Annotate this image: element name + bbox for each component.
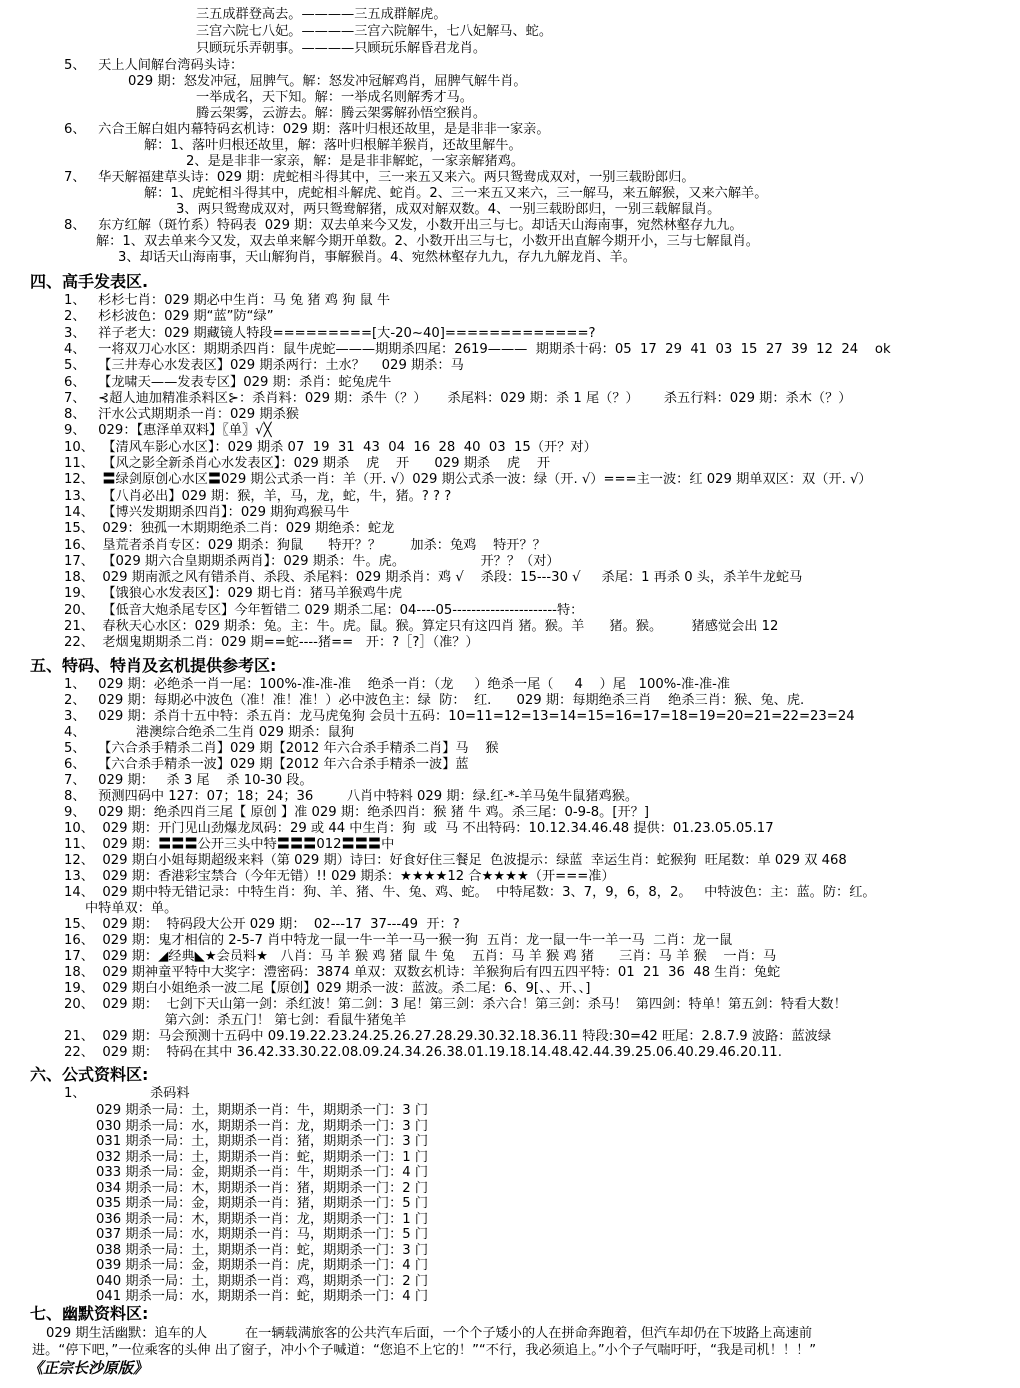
content-line: 6、 【六合杀手精杀一波】029 期【2012 年六合杀手精杀一波】蓝 [64, 757, 469, 772]
content-line: 22、 老烟鬼期期杀二肖：029 期==蛇----猪== 开：?［?］（准？） [64, 635, 479, 651]
content-line: 1、 杉杉七肖：029 期必中生肖：马 兔 猪 鸡 狗 鼠 牛 [64, 293, 391, 308]
content-line: 18、 029 期神童平特中大奖字：澧密码：3874 单双：双数玄机诗：羊猴狗后有四五四平特：01 21 36 48 生肖：兔蛇 [64, 965, 781, 980]
content-line: 中特单双：单。 [64, 901, 178, 916]
content-line: 039 期杀一局：金，期期杀一肖：虎，期期杀一门：4 门 [96, 1258, 429, 1273]
content-line: 21、 029 期：马会预测十五码中 09.19.22.23.24.25.26.27.28.29.30.32.18.36.11 特段:30=42 旺尾：2.8.7.9 波路：蓝波绿 [64, 1029, 832, 1044]
section-heading: 五、特码、特肖及玄机提供参考区: [30, 656, 277, 675]
content-line: 17、 029 期：◢经典◣★会员料★ 八肖：马 羊 猴 鸡 猪 鼠 牛 兔 五肖：马 羊 猴 鸡 猪 三肖：马 羊 猴 一肖：马 [64, 949, 777, 964]
section-heading: 六、公式资料区: [30, 1065, 149, 1084]
content-line: 037 期杀一局：水，期期杀一肖：马，期期杀一门：5 门 [96, 1227, 429, 1242]
content-line: 3、 祥子老大：029 期藏镜人特段=========[大-20~40]=============? [64, 325, 596, 341]
intro-line: 一举成名，天下知。解：一举成名则解秀才马。 [196, 90, 473, 105]
content-line: 10、 029 期：开门见山劲爆龙凤码：29 或 44 中生肖：狗 或 马 不出特码：10.12.34.46.48 提供：01.23.05.05.17 [64, 821, 774, 836]
content-line: 11、 029 期：〓〓〓公开三头中特〓〓〓012〓〓〓中 [64, 837, 395, 852]
content-line: 032 期杀一局：土，期期杀一肖：蛇，期期杀一门：1 门 [96, 1149, 429, 1165]
content-line: 1、 029 期：必绝杀一肖一尾：100%-准-准-准 绝杀一肖：（龙 ）绝杀一尾（ 4 ）尾 100%-准-准-准 [64, 677, 731, 692]
intro-line: 三五成群登高去。————三五成群解虎。 [196, 7, 447, 22]
content-line: 4、 港澳综合绝杀二生肖 029 期杀：鼠狗 [64, 725, 355, 740]
content-line: 5、 【三井寿心水发表区】029 期杀两行：土水？ 029 期杀：马 [64, 358, 464, 374]
content-line: 15、 029：独孤一木期期绝杀二肖：029 期绝杀：蛇龙 [64, 521, 395, 537]
intro-line: 6、 六合王解白姐内幕特码玄机诗：029 期：落叶归根还故里，是是非非一家亲。 [64, 122, 550, 137]
content-line: 030 期杀一局：水，期期杀一肖：龙，期期杀一门：3 门 [96, 1118, 429, 1134]
intro-line: 2、是是非非一家亲，解：是是非非解蛇，一家亲解猪鸡。 [186, 154, 525, 169]
content-line: 2、 杉杉波色：029 期“蓝”防“绿” [64, 309, 274, 325]
content-line: 9、 029 期：绝杀四肖三尾【 原创 】准 029 期：绝杀四肖：猴 猪 牛 鸡。杀三尾：0-9-8。[开？] [64, 805, 650, 820]
content-line: 19、 029 期白小姐绝杀一波二尾【原创】029 期杀一波：蓝波。杀二尾：6、9[、、开、、] [64, 981, 591, 996]
content-line: 16、 垦荒者杀肖专区：029 期杀：狗鼠 特开？？ 加杀：兔鸡 特开？？ [64, 537, 546, 553]
content-line: 5、 【六合杀手精杀二肖】029 期【2012 年六合杀手精杀二肖】马 猴 [64, 741, 499, 756]
content-line: 4、 一将双刀心水区：期期杀四肖：鼠牛虎蛇———期期杀四尾：2619——— 期期杀十码：05 17 29 41 03 15 27 39 12 24 ok [64, 341, 891, 357]
content-line: 16、 029 期：鬼才相信的 2-5-7 肖中特龙一鼠一牛一羊一马一猴一狗 五肖：龙一鼠一牛一羊一马 二肖：龙一鼠 [64, 933, 733, 948]
content-line: 13、 029 期：香港彩宝禁合（今年无错）!! 029 期杀：★★★★12 合★★★★（开===准） [64, 869, 615, 884]
content-line: 2、 029 期：每期必中波色（准！准！准！）必中波色主：绿 防： 红. 029 期：每期绝杀三肖 绝杀三肖：猴、兔、虎. [64, 693, 805, 708]
intro-line: 解：1、双去单来今又发，双去单来解今期开单数。2、小数开出三与七，小数开出直解今期开小，三与七解鼠肖。 [96, 234, 759, 249]
humor-line: 029 期生活幽默：追车的人 在一辆载满旅客的公共汽车后面，一个个子矮小的人在拼命奔跑着，但汽车却仍在下坡路上高速前 [46, 1326, 813, 1341]
content-line: 13、 【八肖必出】029 期：猴，羊，马，龙，蛇，牛，猪。? ? ? [64, 488, 452, 504]
content-line: 8、 预测四码中 127：07；18；24；36 八肖中特料 029 期：绿.红-*-羊马兔牛鼠猪鸡猴。 [64, 789, 639, 804]
content-line: 033 期杀一局：金，期期杀一肖：牛，期期杀一门：4 门 [96, 1165, 429, 1180]
content-line: 038 期杀一局：土，期期杀一肖：蛇，期期杀一门：3 门 [96, 1242, 429, 1258]
content-line: 7、 029 期： 杀 3 尾 杀 10-30 段。 [64, 773, 313, 788]
content-line: 10、 【清风车影心水区】：029 期杀 07 19 31 43 04 16 28 40 03 15（开？对） [64, 439, 597, 455]
content-line: 036 期杀一局：木，期期杀一肖：龙，期期杀一门：1 门 [96, 1211, 429, 1227]
content-line: 031 期杀一局：土，期期杀一肖：猪，期期杀一门：3 门 [96, 1134, 429, 1149]
content-line: 029 期杀一局：土，期期杀一肖：牛，期期杀一门：3 门 [96, 1103, 429, 1118]
section-heading: 七、幽默资料区: [30, 1304, 149, 1323]
sub-number: 1、 [64, 1086, 86, 1101]
content-line: 12、 〓绿剑原创心水区〓029 期公式杀一肖：羊（开. √）029 期公式杀一波：绿（开. √）===主一波：红 029 期单双区：双（开. √） [64, 472, 872, 488]
intro-line: 腾云架雾，云游去。解：腾云架雾解孙悟空猴肖。 [196, 106, 487, 121]
intro-line: 只顾玩乐弄朝事。————只顾玩乐解昏君龙肖。 [196, 41, 487, 56]
content-line: 20、 【低音大炮杀尾专区】今年暂错二 029 期杀二尾：04----05----------------------特： [64, 602, 584, 618]
intro-line: 5、 天上人间解台湾码头诗： [64, 58, 244, 73]
sub-title: 杀码料 [150, 1086, 190, 1101]
section-heading: 四、高手发表区. [30, 272, 149, 291]
intro-line: 3、两只鸳鸯成双对，两只鸳鸯解猪，成双对解双数。4、一别三载盼郎归，一别三载解鼠肖。 [176, 202, 721, 217]
content-line: 第六剑：杀五门！ 第七剑：看鼠牛猪兔羊 [64, 1013, 407, 1028]
content-line: 041 期杀一局：水，期期杀一肖：蛇，期期杀一门：4 门 [96, 1289, 429, 1304]
intro-line: 解：1、落叶归根还故里，解：落叶归根解羊猴肖，还故里解牛。 [144, 138, 522, 153]
intro-line: 8、 东方红解（斑竹系）特码表 029 期：双去单来今又发，小数开出三与七。却话天山海南事，宛然林壑存九九。 [64, 218, 743, 233]
content-line: 14、 029 期中特无错记录：中特生肖：狗、羊、猪、牛、兔、鸡、蛇。 中特尾数：3、7，9，6，8，2。 中特波色：主：蓝。防：红。 [64, 885, 876, 900]
content-line: 3、 029 期：杀肖十五中特：杀五肖：龙马虎兔狗 会员十五码：10=11=12=13=14=15=16=17=18=19=20=21=22=23=24 [64, 709, 855, 724]
content-line: 20、 029 期： 七剑下天山第一剑：杀红波！第二剑：3 尾！第三剑：杀六合！第三剑：杀马！ 第四剑：特单！第五剑：特看大数！ [64, 997, 847, 1012]
content-line: 9、 029：【惠泽单双料】〖单〗√╳ [64, 423, 272, 439]
content-line: 035 期杀一局：金，期期杀一肖：猪，期期杀一门：5 门 [96, 1196, 429, 1211]
content-line: 22、 029 期： 特码在其中 36.42.33.30.22.08.09.24.34.26.38.01.19.18.14.48.42.44.39.25.06.40.29.46.20.11. [64, 1045, 782, 1060]
content-line: 14、 【博兴发期期杀四肖】：029 期狗鸡猴马牛 [64, 504, 350, 520]
intro-line: 7、 华天解福建草头诗：029 期：虎蛇相斗得其中，三一来五又来六。两只鸳鸯成双对，一别三载盼郎归。 [64, 170, 695, 185]
content-line: 15、 029 期： 特码段大公开 029 期： 02---17 37---49 开：? [64, 917, 460, 932]
content-line: 034 期杀一局：木，期期杀一肖：猪，期期杀一门：2 门 [96, 1180, 429, 1196]
intro-line: 029 期：怒发冲冠，屈脾气。解：怒发冲冠解鸡肖，屈脾气解牛肖。 [128, 74, 527, 89]
content-line: 6、 【龙啸天——发表专区】029 期：杀肖：蛇兔虎牛 [64, 374, 392, 390]
content-line: 7、 ⊰超人迪加精准杀料区⊱：杀肖料：029 期：杀牛（？） 杀尾料：029 期：杀 1 尾（？） 杀五行料：029 期：杀木（？） [64, 390, 852, 406]
intro-line: 三宫六院七八妃。————三宫六院解牛，七八妃解马、蛇。 [196, 24, 553, 39]
humor-line: 进。“停下吧，”一位乘客的头伸 出了窗子，冲小个子喊道：“您追不上它的！”“不行，我必须追上。”小个子气喘吁吁，“我是司机！！！” [32, 1343, 817, 1358]
content-line: 21、 春秋天心水区：029 期杀：兔。主：牛。虎。鼠。猴。算定只有这四肖 猪。猴。羊 猪。猴。 猪感觉会出 12 [64, 619, 779, 634]
content-line: 040 期杀一局：土，期期杀一肖：鸡，期期杀一门：2 门 [96, 1273, 429, 1289]
content-line: 18、 029 期南派之风有错杀肖、杀段、杀尾料：029 期杀肖：鸡 √ 杀段：15---30 √ 杀尾：1 再杀 0 头，杀羊牛龙蛇马 [64, 570, 803, 586]
content-line: 11、 【风之影全新杀肖心水发表区】：029 期杀 虎 开 029 期杀 虎 开 [64, 456, 551, 471]
content-line: 12、 029 期白小姐每期超级来料（第 029 期）诗曰：好食好住三餐足 色波提示：绿蓝 幸运生肖：蛇猴狗 旺尾数：单 029 双 468 [64, 853, 847, 868]
content-line: 19、 【饿狼心水发表区】：029 期七肖：猪马羊猴鸡牛虎 [64, 586, 403, 602]
content-line: 17、 【029 期六合皇期期杀两肖】：029 期杀：牛。虎。 开？？（对） [64, 553, 560, 569]
footer-title: 《正宗长沙原版》 [28, 1359, 149, 1377]
content-line: 8、 汗水公式期期杀一肖：029 期杀猴 [64, 407, 299, 423]
intro-line: 3、却话天山海南事，天山解狗肖，事解猴肖。4、宛然林壑存九九，存九九解龙肖、羊。 [118, 250, 636, 265]
intro-line: 解：1、虎蛇相斗得其中，虎蛇相斗解虎、蛇肖。2、三一来五又来六，三一解马，来五解猴，又来六解羊。 [144, 186, 768, 201]
